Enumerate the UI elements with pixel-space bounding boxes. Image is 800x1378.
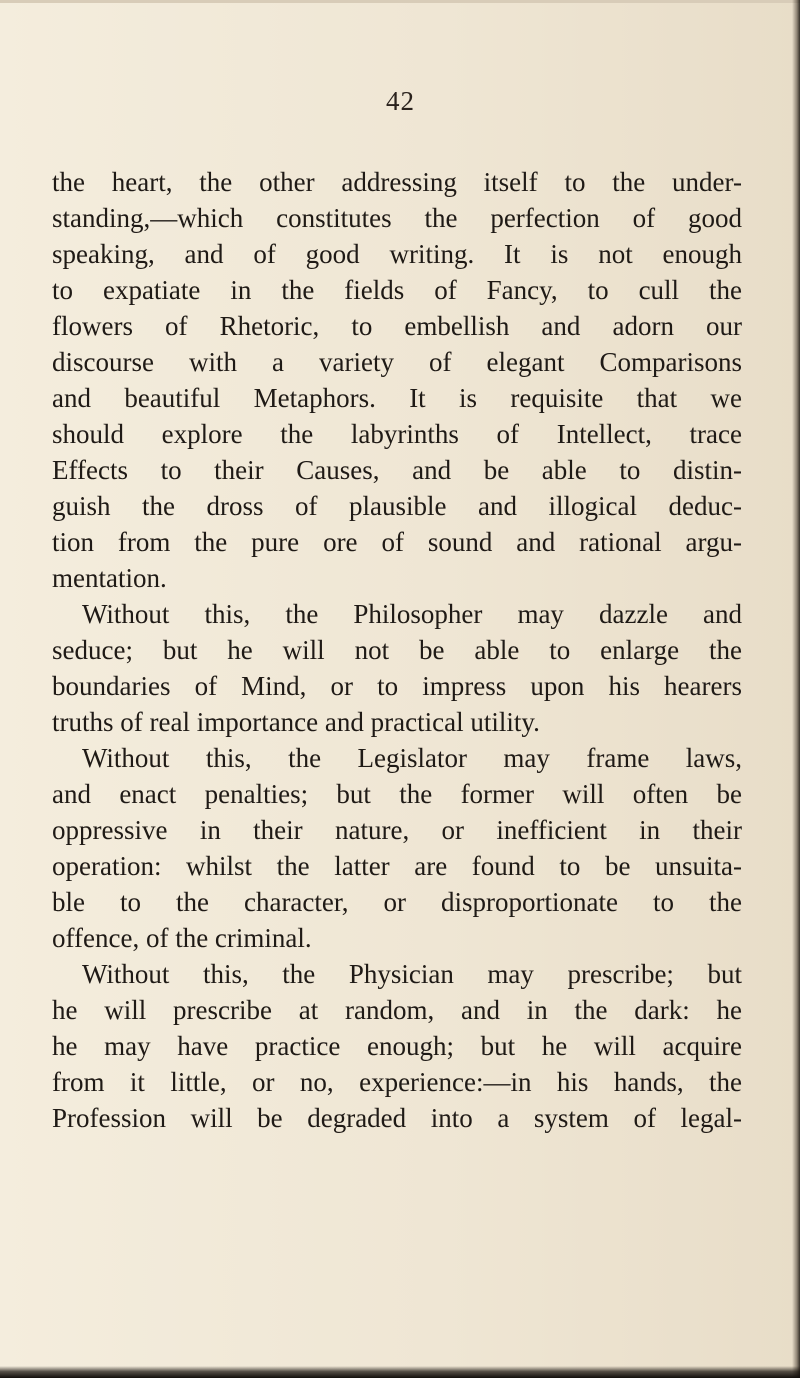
text-line-15: boundaries of Mind, or to impress upon his hearers bbox=[52, 671, 742, 701]
text-line-25: he may have practice enough; but he will acquire bbox=[52, 1031, 742, 1061]
text-line-21: ble to the character, or disproportionate to the bbox=[52, 887, 742, 917]
text-line-5: flowers of Rhetoric, to embellish and adorn our bbox=[52, 311, 742, 341]
text-line-18: and enact penalties; but the former will often be bbox=[52, 779, 742, 809]
top-page-edge bbox=[0, 0, 800, 3]
text-line-12: mentation. bbox=[52, 563, 167, 593]
text-line-14: seduce; but he will not be able to enlarge the bbox=[52, 635, 742, 665]
text-line-8: should explore the labyrinths of Intellect, trace bbox=[52, 419, 742, 449]
text-line-27: Profession will be degraded into a system of legal- bbox=[52, 1103, 742, 1133]
text-line-19: oppressive in their nature, or inefficient in their bbox=[52, 815, 742, 845]
text-line-4: to expatiate in the fields of Fancy, to cull the bbox=[52, 275, 742, 305]
page-number: 42 bbox=[386, 86, 415, 116]
text-line-9: Effects to their Causes, and be able to distin- bbox=[52, 455, 742, 485]
text-line-3: speaking, and of good writing. It is not enough bbox=[52, 239, 742, 269]
text-line-6: discourse with a variety of elegant Comparisons bbox=[52, 347, 742, 377]
bottom-page-edge bbox=[0, 1366, 800, 1378]
text-line-24: he will prescribe at random, and in the dark: he bbox=[52, 995, 742, 1025]
text-line-11: tion from the pure ore of sound and rational argu- bbox=[52, 527, 742, 557]
text-line-10: guish the dross of plausible and illogical deduc- bbox=[52, 491, 742, 521]
text-line-20: operation: whilst the latter are found to be unsuita- bbox=[52, 851, 742, 881]
text-line-13: Without this, the Philosopher may dazzle and bbox=[82, 599, 742, 629]
text-line-2: standing,—which constitutes the perfection of good bbox=[52, 203, 742, 233]
right-page-shadow bbox=[792, 0, 800, 1378]
text-line-7: and beautiful Metaphors. It is requisite that we bbox=[52, 383, 742, 413]
text-line-17: Without this, the Legislator may frame laws, bbox=[82, 743, 742, 773]
text-line-1: the heart, the other addressing itself to the under- bbox=[52, 167, 742, 197]
text-line-26: from it little, or no, experience:—in his hands, the bbox=[52, 1067, 742, 1097]
text-line-22: offence, of the criminal. bbox=[52, 923, 312, 953]
text-line-16: truths of real importance and practical utility. bbox=[52, 707, 540, 737]
text-line-23: Without this, the Physician may prescribe; but bbox=[82, 959, 742, 989]
